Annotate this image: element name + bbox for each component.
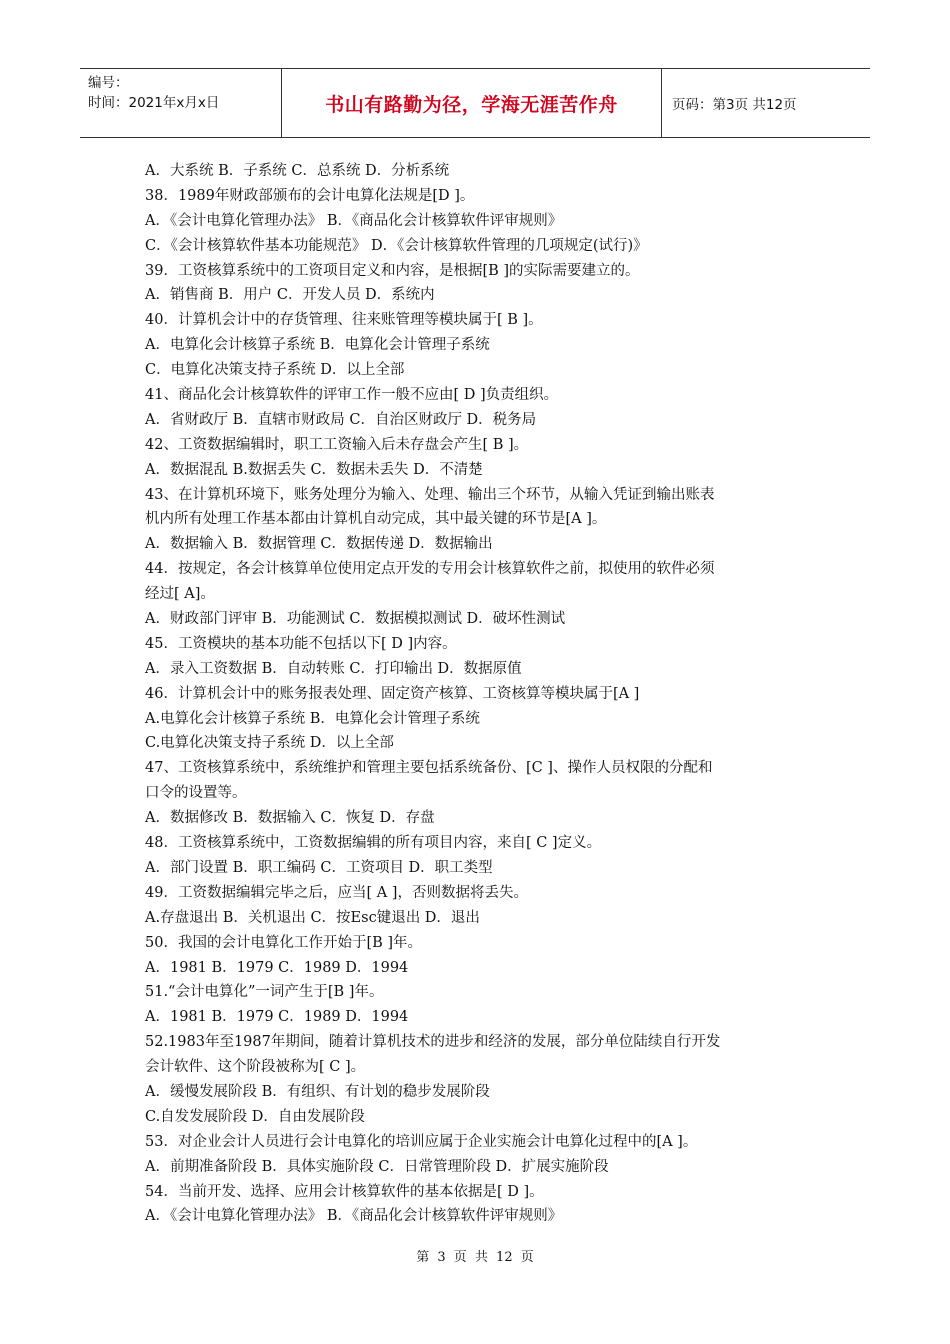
motto-text: 书山有路勤为径，学海无涯苦作舟 — [325, 93, 618, 116]
text-line: 39．工资核算系统中的工资项目定义和内容，是根据[B ]的实际需要建立的。 — [145, 262, 640, 279]
text-line: A．数据修改 B．数据输入 C．恢复 D．存盘 — [145, 810, 435, 827]
text-line: 46．计算机会计中的账务报表处理、固定资产核算、工资核算等模块属于[A ] — [145, 685, 640, 702]
text-line: 40．计算机会计中的存货管理、往来账管理等模块属于[ B ]。 — [145, 312, 543, 329]
text-line: A.电算化会计核算子系统 B．电算化会计管理子系统 — [145, 710, 480, 727]
text-line: 44．按规定，各会计核算单位使用定点开发的专用会计核算软件之前，拟使用的软件必须 — [145, 561, 715, 578]
text-line: 机内所有处理工作基本都由计算机自动完成，其中最关键的环节是[A ]。 — [145, 511, 607, 528]
text-line: 会计软件、这个阶段被称为[ C ]。 — [145, 1059, 366, 1076]
page-header — [80, 68, 870, 138]
text-line: 41、商品化会计核算软件的评审工作一般不应由[ D ]负责组织。 — [145, 387, 559, 404]
text-line: 52.1983年至1987年期间，随着计算机技术的进步和经济的发展，部分单位陆续自行开发 — [145, 1034, 721, 1051]
text-line: 45．工资模块的基本功能不包括以下[ D ]内容。 — [145, 635, 457, 652]
text-line: A．1981 B．1979 C．1989 D．1994 — [145, 959, 409, 976]
text-line: 53．对企业会计人员进行会计电算化的培训应属于企业实施会计电算化过程中的[A ]。 — [145, 1133, 698, 1150]
text-line: C.电算化决策支持子系统 D．以上全部 — [145, 735, 394, 752]
text-line: A．前期准备阶段 B．具体实施阶段 C．日常管理阶段 D．扩展实施阶段 — [145, 1158, 609, 1175]
text-line: A．电算化会计核算子系统 B．电算化会计管理子系统 — [145, 337, 490, 354]
text-line: A．《会计电算化管理办法》 B．《商品化会计核算软件评审规则》 — [145, 1208, 563, 1225]
text-line: A．省财政厅 B．直辖市财政局 C．自治区财政厅 D．税务局 — [145, 411, 537, 428]
text-line: A．数据输入 B．数据管理 C．数据传递 D．数据输出 — [145, 536, 493, 553]
text-line: A．录入工资数据 B．自动转账 C．打印输出 D．数据原值 — [145, 660, 522, 677]
text-line: A．销售商 B．用户 C．开发人员 D．系统内 — [145, 287, 435, 304]
text-line: 51.“会计电算化”一词产生于[B ]年。 — [145, 984, 384, 1001]
document-number: 编号： — [88, 75, 129, 91]
header-motto-cell — [282, 69, 662, 137]
text-line: A.存盘退出 B．关机退出 C．按Esc键退出 D．退出 — [145, 909, 480, 926]
text-line: C．《会计核算软件基本功能规范》 D．《会计核算软件管理的几项规定(试行)》 — [145, 237, 648, 254]
text-line: A．数据混乱 B.数据丢失 C．数据未丢失 D．不清楚 — [145, 461, 483, 478]
text-line: 54．当前开发、选择、应用会计核算软件的基本依据是[ D ]。 — [145, 1183, 544, 1200]
text-line: 50．我国的会计电算化工作开始于[B ]年。 — [145, 934, 423, 951]
text-line: 43、在计算机环境下，账务处理分为输入、处理、输出三个环节，从输入凭证到输出账表 — [145, 486, 715, 503]
document-date: 时间：2021年x月x日 — [88, 95, 220, 111]
question-list — [145, 159, 813, 1229]
text-line: 口令的设置等。 — [145, 785, 247, 802]
text-line: 经过[ A]。 — [145, 586, 215, 603]
text-line: A．财政部门评审 B．功能测试 C．数据模拟测试 D．破坏性测试 — [145, 611, 566, 628]
text-line: 47、工资核算系统中，系统维护和管理主要包括系统备份、[C ]、操作人员权限的分配和 — [145, 760, 713, 777]
text-line: A．部门设置 B．职工编码 C．工资项目 D．职工类型 — [145, 859, 493, 876]
text-line: C．电算化决策支持子系统 D．以上全部 — [145, 362, 405, 379]
text-line: 38．1989年财政部颁布的会计电算化法规是[D ]。 — [145, 187, 475, 204]
text-line: A．《会计电算化管理办法》 B．《商品化会计核算软件评审规则》 — [145, 212, 563, 229]
text-line: 48．工资核算系统中，工资数据编辑的所有项目内容，来自[ C ]定义。 — [145, 835, 602, 852]
header-page-info: 页码：第3页 共12页 — [672, 97, 797, 113]
page-footer: 第 3 页 共 12 页 — [416, 1250, 534, 1265]
text-line: A．1981 B．1979 C．1989 D．1994 — [145, 1009, 409, 1026]
text-line: 42、工资数据编辑时，职工工资输入后未存盘会产生[ B ]。 — [145, 436, 529, 453]
text-line: A．缓慢发展阶段 B．有组织、有计划的稳步发展阶段 — [145, 1083, 490, 1100]
text-line: C.自发发展阶段 D．自由发展阶段 — [145, 1108, 365, 1125]
header-meta — [80, 69, 282, 137]
text-line: A．大系统 B．子系统 C．总系统 D．分析系统 — [145, 163, 450, 179]
text-line: 49．工资数据编辑完毕之后，应当[ A ]，否则数据将丢失。 — [145, 884, 528, 901]
